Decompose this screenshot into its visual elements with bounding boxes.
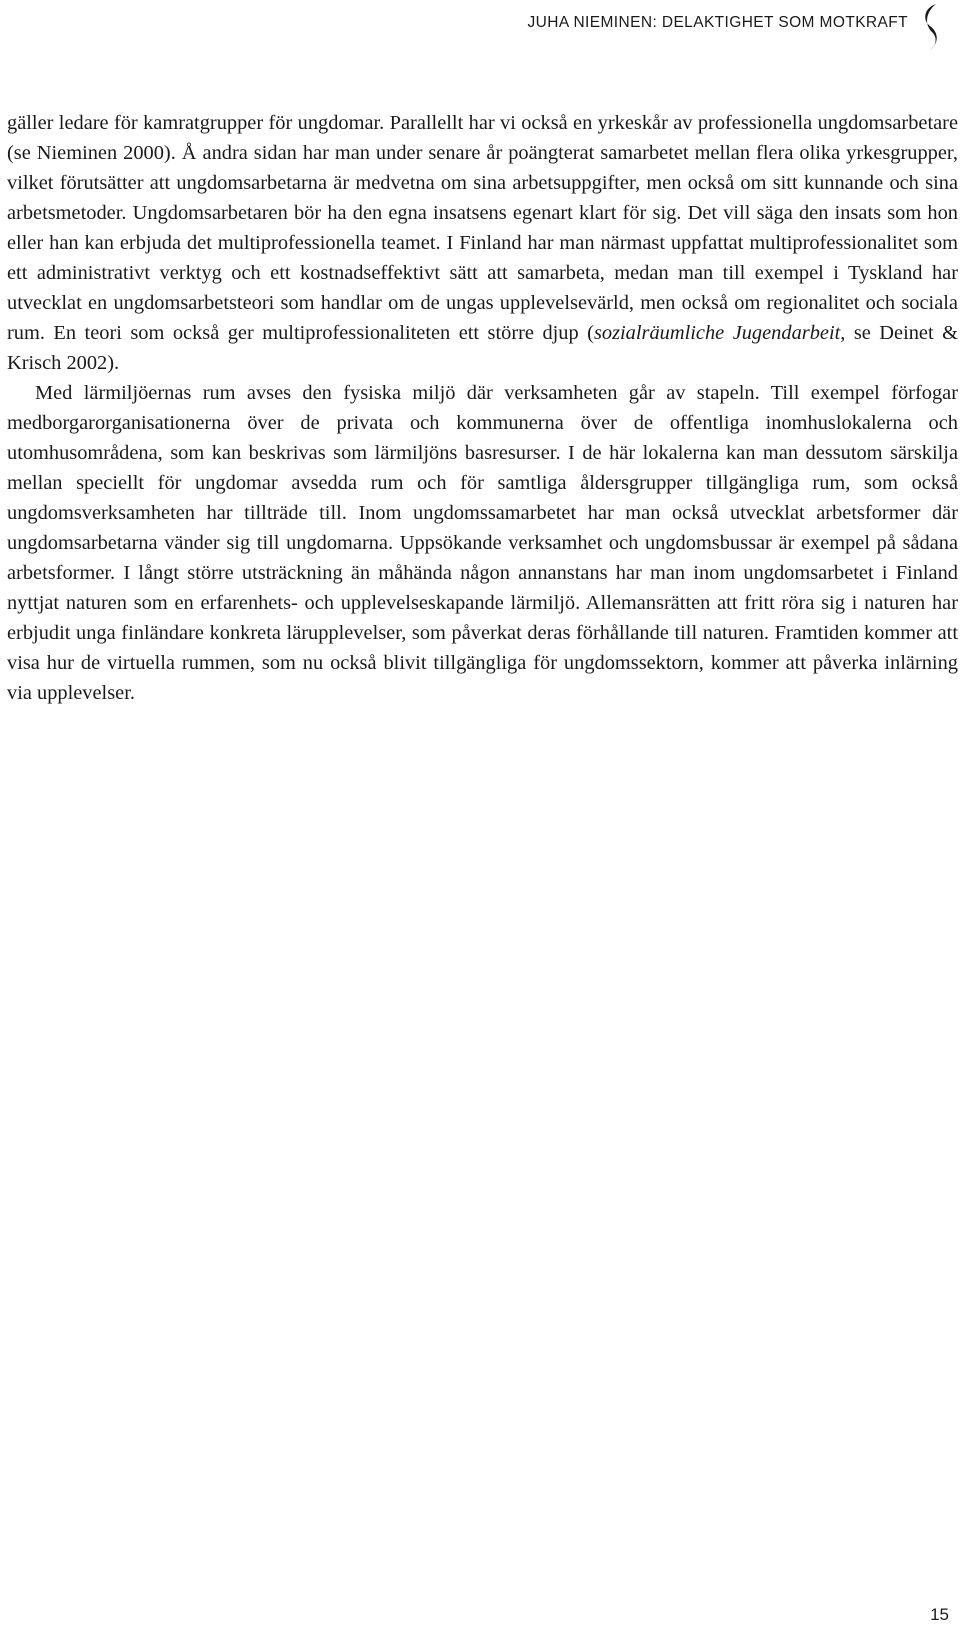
paragraph-1-text: gäller ledare för kamratgrupper för ungdomar. Parallellt har vi också en yrkeskår av professionella ungdomsarbetare (se Nieminen 2000). Å andra sidan har man under senare år poängterat samarbetet mellan flera olika yrkesgrupper, vilket förutsätter att ungdomsarbetarna är medvetna om sina arbetsuppgifter, men också om sitt kunnande och sina arbetsmetoder. Ungdomsarbetaren bör ha den egna insatsens egenart klart för sig. Det vill säga den insats som hon eller han kan erbjuda det multiprofessionella teamet. I Finland har man närmast uppfattat multiprofessionalitet som ett administrativt verktyg och ett kostnadseffektivt sätt att samarbeta, medan man till exempel i Tyskland har utvecklat en ungdomsarbetsteori som handlar om de ungas upplevelsevärld, men också om regionalitet och sociala rum. En teori som också ger multiprofessionaliteten ett större djup ( [7,112,958,344]
page-number: 15 [930,1605,949,1624]
ornament-icon [916,0,950,56]
paragraph-2: Med lärmiljöernas rum avses den fysiska miljö där verksamheten går av stapeln. Till exempel förfogar medborgarorganisationerna över de privata och kommunerna över de offentliga inomhuslokalerna och utomhusområdena, som kan beskrivas som lärmiljöns basresurser. I de här lokalerna kan man dessutom särskilja mellan speciellt för ungdomar avsedda rum och för samtliga åldersgrupper tillgängliga rum, som också ungdomsverksamheten har tillträde till. Inom ungdomssamarbetet har man också utvecklat arbetsformer där ungdomsarbetarna vänder sig till ungdomarna. Uppsökande verksamhet och ungdomsbussar är exempel på sådana arbetsformer. I långt större utsträckning än måhända någon annanstans har man inom ungdomsarbetet i Finland nyttjat naturen som en erfarenhets- och upplevelseskapande lärmiljö. Allemansrätten att fritt röra sig i naturen har erbjudit unga finländare konkreta lärupplevelser, som påverkat deras förhållande till naturen. Framtiden kommer att visa hur de virtuella rummen, som nu också blivit tillgängliga för ungdomssektorn, kommer att påverka inlärning via upplevelser. [7,382,958,704]
running-header-title: JUHA NIEMINEN: DELAKTIGHET SOM MOTKRAFT [527,14,908,31]
paragraph-1 [7,108,958,378]
paragraph-1-citation: , se Deinet & Krisch 2002). [7,322,958,374]
body-text [7,108,958,708]
paragraph-1-italic-term: sozialräumliche Jugendarbeit [593,322,841,344]
